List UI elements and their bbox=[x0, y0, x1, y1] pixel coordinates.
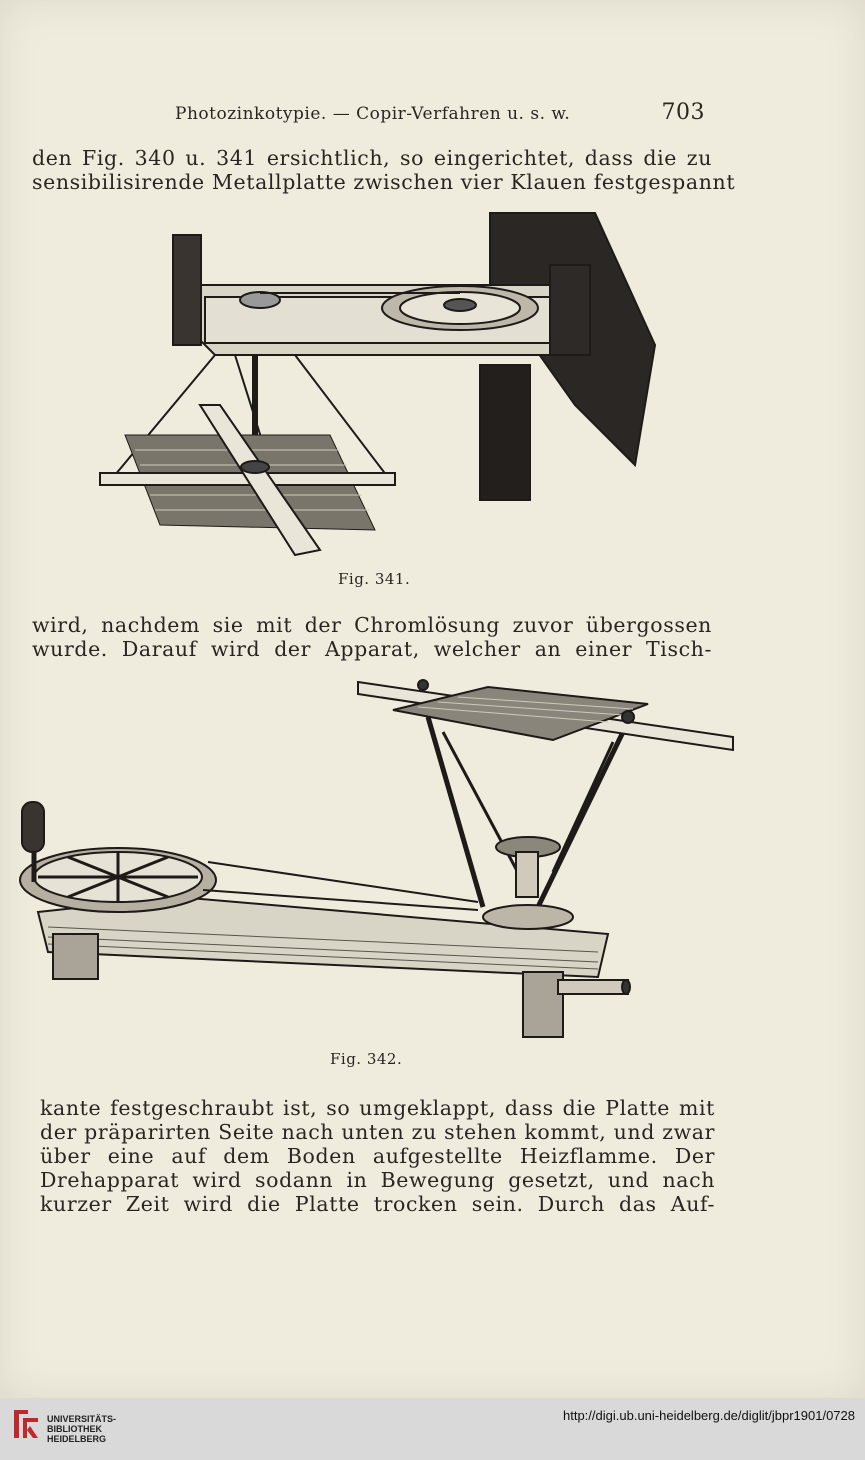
paragraph-2 bbox=[32, 613, 712, 661]
figure-341-illustration bbox=[95, 205, 665, 565]
library-name-line: HEIDELBERG bbox=[47, 1434, 107, 1444]
text-line: kurzer Zeit wird die Platte trocken sein. Durch das Auf- bbox=[40, 1192, 715, 1216]
running-title: Photozinkotypie. — Copir-Verfahren u. s. w. bbox=[175, 104, 571, 124]
text-line: der präparirten Seite nach unten zu stehen kommt, und zwar bbox=[40, 1120, 715, 1144]
library-logo-icon bbox=[10, 1406, 42, 1442]
page-number: 703 bbox=[661, 100, 705, 125]
library-name-line: UNIVERSITÄTS- bbox=[47, 1414, 117, 1424]
paragraph-1 bbox=[32, 146, 736, 194]
text-line: den Fig. 340 u. 341 ersichtlich, so eingerichtet, dass die zu bbox=[32, 146, 712, 170]
figure-341-caption: Fig. 341. bbox=[338, 570, 411, 588]
text-line: über eine auf dem Boden aufgestellte Heizflamme. Der bbox=[40, 1144, 715, 1168]
text-line: sensibilisirende Metallplatte zwischen vier Klauen festgespannt bbox=[32, 170, 736, 194]
text-line: Drehapparat wird sodann in Bewegung gesetzt, und nach bbox=[40, 1168, 715, 1192]
permalink-url[interactable]: http://digi.ub.uni-heidelberg.de/diglit/jbpr1901/0728 bbox=[563, 1408, 855, 1423]
paragraph-3 bbox=[40, 1096, 715, 1216]
library-name-line: BIBLIOTHEK bbox=[47, 1424, 102, 1434]
text-line: wurde. Darauf wird der Apparat, welcher an einer Tisch- bbox=[32, 637, 712, 661]
text-line: wird, nachdem sie mit der Chromlösung zuvor übergossen bbox=[32, 613, 712, 637]
figure-342-caption: Fig. 342. bbox=[330, 1050, 403, 1068]
library-name bbox=[47, 1414, 116, 1444]
figure-342-illustration bbox=[8, 672, 743, 1047]
text-line: kante festgeschraubt ist, so umgeklappt, dass die Platte mit bbox=[40, 1096, 715, 1120]
